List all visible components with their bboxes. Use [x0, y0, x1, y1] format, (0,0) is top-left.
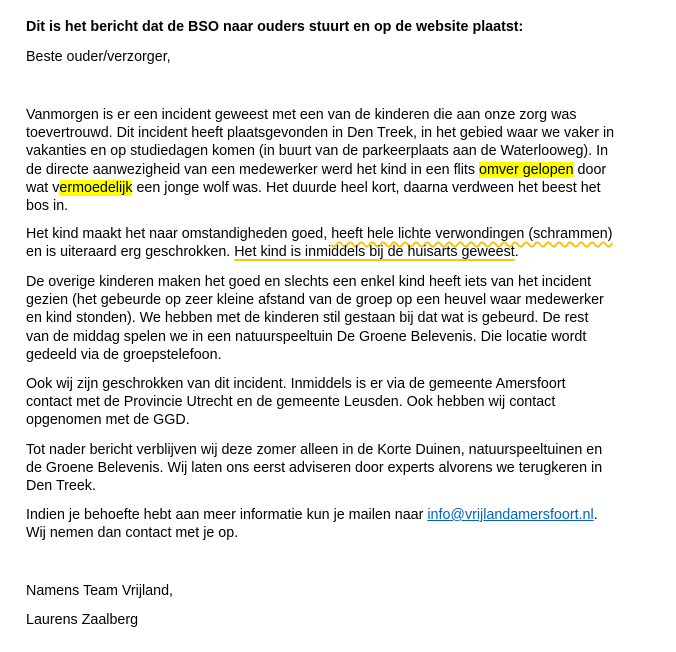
text-segment: een jonge wolf was. Het duurde heel kort, daarna verdween het beest het — [132, 179, 601, 196]
text-line — [26, 179, 656, 197]
text-segment: de directe aanwezigheid van een medewerker werd het kind in een flits — [26, 161, 479, 178]
text-line — [26, 225, 656, 243]
text-segment: . — [514, 244, 519, 261]
underline-doctor-visit: Het kind is inmiddels bij de huisarts geweest — [234, 244, 515, 261]
text-line: opgenomen met de GGD. — [26, 412, 190, 429]
text-segment: en is uiteraard erg geschrokken. — [26, 244, 235, 261]
paragraph-other-children — [26, 273, 656, 364]
text-line: van de middag spelen we in een natuurspeeltuin De Groene Belevenis. Die locatie wordt — [26, 328, 587, 345]
paragraph-contacts — [26, 375, 656, 430]
text-segment: wat v — [26, 179, 60, 196]
text-line: De overige kinderen maken het goed en slechts een enkel kind heeft iets van het incident — [26, 274, 592, 290]
text-line: Tot nader bericht verblijven wij deze zomer alleen in de Korte Duinen, natuurspeeltuinen en — [26, 442, 603, 458]
text-line: Den Treek. — [26, 478, 96, 495]
text-line — [26, 506, 656, 524]
paragraph-incident — [26, 106, 656, 215]
text-line: Ook wij zijn geschrokken van dit incident. Inmiddels is er via de gemeente Amersfoort — [26, 376, 566, 392]
highlight-omver-gelopen: omver gelopen — [479, 161, 574, 178]
closing-line: Namens Team Vrijland, — [26, 583, 174, 599]
text-line: vakanties en op studiedagen komen (in buurt van de parkeerplaats aan de Waterlooweg). In — [26, 143, 609, 160]
salutation: Beste ouder/verzorger, — [26, 49, 171, 65]
text-line: gedeeld via de groepstelefoon. — [26, 346, 222, 363]
underline-injuries: heeft hele lichte verwondingen (schrammen) — [331, 226, 613, 242]
text-line: contact met de Provincie Utrecht en de gemeente Leusden. Ook hebben wij contact — [26, 394, 556, 411]
highlight-vermoedelijk: ermoedelijk — [59, 179, 133, 196]
text-line: de Groene Belevenis. Wij laten ons eerst adviseren door experts alvorens we terugkeren in — [26, 460, 603, 477]
text-line: Wij nemen dan contact met je op. — [26, 525, 239, 542]
text-segment: door — [573, 161, 607, 178]
text-line: en kind stonden). We hebben met de kinderen stil gestaan bij dat wat is gebeurd. De rest — [26, 310, 589, 327]
text-line — [26, 161, 656, 179]
text-line: gezien (het gebeurde op zeer kleine afstand van de groep op een heuvel waar medewerker — [26, 292, 604, 309]
email-link[interactable]: info@vrijlandamersfoort.nl — [427, 507, 594, 523]
text-segment: Indien je behoefte hebt aan meer informatie kun je mailen naar — [26, 507, 428, 523]
text-segment: . — [593, 507, 598, 523]
paragraph-condition — [26, 225, 656, 261]
paragraph-information — [26, 506, 656, 542]
paragraph-locations — [26, 441, 656, 496]
text-line: Vanmorgen is er een incident geweest met een van de kinderen die aan onze zorg was — [26, 107, 577, 123]
document-title: Dit is het bericht dat de BSO naar ouders stuurt en op de website plaatst: — [26, 19, 524, 35]
text-line — [26, 243, 656, 261]
text-line: toevertrouwd. Dit incident heeft plaatsgevonden in Den Treek, in het gebied waar we vaker in — [26, 125, 615, 142]
text-line: bos in. — [26, 198, 69, 215]
text-segment: Het kind maakt het naar omstandigheden goed, — [26, 226, 332, 242]
signature-name: Laurens Zaalberg — [26, 612, 139, 628]
